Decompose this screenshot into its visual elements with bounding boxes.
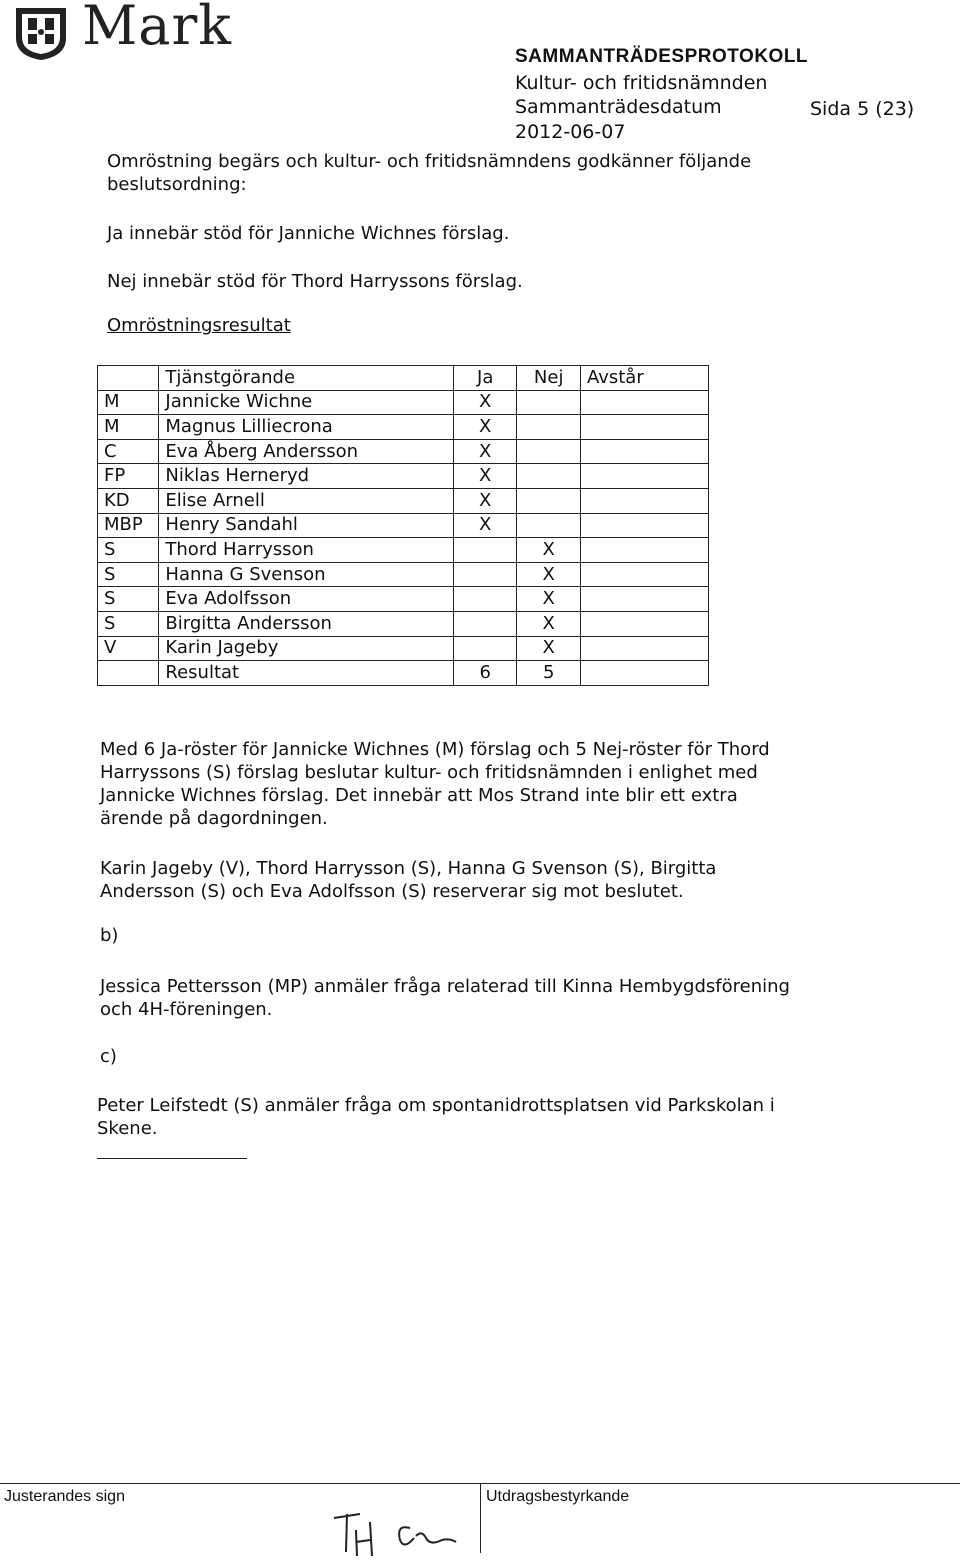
decision-line: Med 6 Ja-röster för Jannicke Wichnes (M) förslag och 5 Nej-röster för Thord (100, 739, 770, 760)
reservation-line: Andersson (S) och Eva Adolfsson (S) reserverar sig mot beslutet. (100, 881, 684, 902)
avstar-cell (580, 636, 708, 661)
avstar-cell (580, 390, 708, 415)
table-header-row (98, 366, 709, 391)
party-cell: M (98, 415, 159, 440)
result-label: Resultat (159, 661, 454, 686)
item-b-label: b) (100, 925, 119, 946)
party-cell: C (98, 439, 159, 464)
reservation-paragraph (100, 857, 900, 903)
utdragsbestyrkande-label: Utdragsbestyrkande (486, 1488, 630, 1505)
party-cell: KD (98, 488, 159, 513)
table-row (98, 390, 709, 415)
ja-cell (453, 636, 516, 661)
party-cell: S (98, 562, 159, 587)
avstar-cell (580, 587, 708, 612)
item-c-line: Skene. (97, 1118, 158, 1139)
ja-cell: X (453, 464, 516, 489)
item-b-line: Jessica Pettersson (MP) anmäler fråga relaterad till Kinna Hembygdsförening (100, 976, 790, 997)
item-c-line: Peter Leifstedt (S) anmäler fråga om spontanidrottsplatsen vid Parkskolan i (97, 1095, 775, 1116)
avstar-cell (580, 562, 708, 587)
table-row (98, 488, 709, 513)
ja-cell (453, 611, 516, 636)
table-row (98, 513, 709, 538)
avstar-cell (580, 464, 708, 489)
avstar-cell (580, 415, 708, 440)
header-avstar: Avstår (580, 366, 708, 391)
decision-line: Jannicke Wichnes förslag. Det innebär att Mos Strand inte blir ett extra (100, 785, 738, 806)
name-cell: Jannicke Wichne (159, 390, 454, 415)
name-cell: Birgitta Andersson (159, 611, 454, 636)
handwritten-signature-initials (330, 1500, 480, 1562)
intro-line: beslutsordning: (107, 174, 247, 195)
nej-cell: X (517, 538, 580, 563)
table-row (98, 611, 709, 636)
party-cell: FP (98, 464, 159, 489)
nej-cell (517, 513, 580, 538)
header-name: Tjänstgörande (159, 366, 454, 391)
name-cell: Karin Jageby (159, 636, 454, 661)
nej-cell: X (517, 636, 580, 661)
meeting-date-label: Sammanträdesdatum (515, 96, 722, 118)
footer-separator (480, 1483, 481, 1553)
ja-cell: X (453, 488, 516, 513)
municipality-logo-text: Mark (82, 0, 233, 57)
ja-cell: X (453, 415, 516, 440)
table-row (98, 538, 709, 563)
item-b-paragraph (100, 975, 900, 1021)
nej-cell (517, 415, 580, 440)
header-party (98, 366, 159, 391)
avstar-cell (580, 513, 708, 538)
avstar-cell (580, 538, 708, 563)
ja-cell (453, 587, 516, 612)
ja-total: 6 (453, 661, 516, 686)
decision-line: Harryssons (S) förslag beslutar kultur- och fritidsnämnden i enlighet med (100, 762, 758, 783)
avstar-cell (580, 611, 708, 636)
ja-cell: X (453, 513, 516, 538)
party-cell (98, 661, 159, 686)
party-cell: S (98, 587, 159, 612)
decision-line: ärende på dagordningen. (100, 808, 328, 829)
table-result-row (98, 661, 709, 686)
name-cell: Eva Adolfsson (159, 587, 454, 612)
ja-cell (453, 538, 516, 563)
table-row (98, 636, 709, 661)
item-c-label: c) (100, 1046, 117, 1067)
table-row (98, 439, 709, 464)
nej-cell: X (517, 587, 580, 612)
party-cell: S (98, 538, 159, 563)
party-cell: MBP (98, 513, 159, 538)
nej-cell (517, 390, 580, 415)
avstar-cell (580, 439, 708, 464)
party-cell: M (98, 390, 159, 415)
justerandes-sign-label: Justerandes sign (4, 1488, 125, 1505)
decision-paragraph (100, 738, 900, 830)
intro-line: Omröstning begärs och kultur- och fritidsnämndens godkänner följande (107, 151, 752, 172)
meeting-date: 2012-06-07 (515, 121, 626, 143)
ja-cell: X (453, 439, 516, 464)
nej-total: 5 (517, 661, 580, 686)
ja-meaning: Ja innebär stöd för Janniche Wichnes förslag. (107, 223, 510, 244)
nej-meaning: Nej innebär stöd för Thord Harryssons förslag. (107, 271, 523, 292)
name-cell: Thord Harrysson (159, 538, 454, 563)
name-cell: Elise Arnell (159, 488, 454, 513)
avstar-total (580, 661, 708, 686)
municipality-crest-icon (12, 4, 70, 62)
header-ja: Ja (453, 366, 516, 391)
table-row (98, 415, 709, 440)
section-divider (97, 1158, 247, 1159)
vote-result-table (97, 365, 709, 686)
nej-cell (517, 464, 580, 489)
ja-cell (453, 562, 516, 587)
table-row (98, 587, 709, 612)
nej-cell (517, 488, 580, 513)
avstar-cell (580, 488, 708, 513)
reservation-line: Karin Jageby (V), Thord Harrysson (S), Hanna G Svenson (S), Birgitta (100, 858, 717, 879)
item-c-paragraph (97, 1094, 897, 1140)
name-cell: Niklas Herneryd (159, 464, 454, 489)
page-number: Sida 5 (23) (810, 98, 915, 120)
header-nej: Nej (517, 366, 580, 391)
item-b-line: och 4H-föreningen. (100, 999, 273, 1020)
name-cell: Magnus Lilliecrona (159, 415, 454, 440)
intro-paragraph (107, 150, 867, 196)
name-cell: Henry Sandahl (159, 513, 454, 538)
party-cell: V (98, 636, 159, 661)
table-row (98, 464, 709, 489)
table-row (98, 562, 709, 587)
document-type-title: SAMMANTRÄDESPROTOKOLL (515, 46, 809, 67)
party-cell: S (98, 611, 159, 636)
name-cell: Eva Åberg Andersson (159, 439, 454, 464)
nej-cell: X (517, 562, 580, 587)
vote-result-heading: Omröstningsresultat (107, 315, 291, 336)
ja-cell: X (453, 390, 516, 415)
name-cell: Hanna G Svenson (159, 562, 454, 587)
nej-cell (517, 439, 580, 464)
nej-cell: X (517, 611, 580, 636)
board-name: Kultur- och fritidsnämnden (515, 72, 768, 94)
